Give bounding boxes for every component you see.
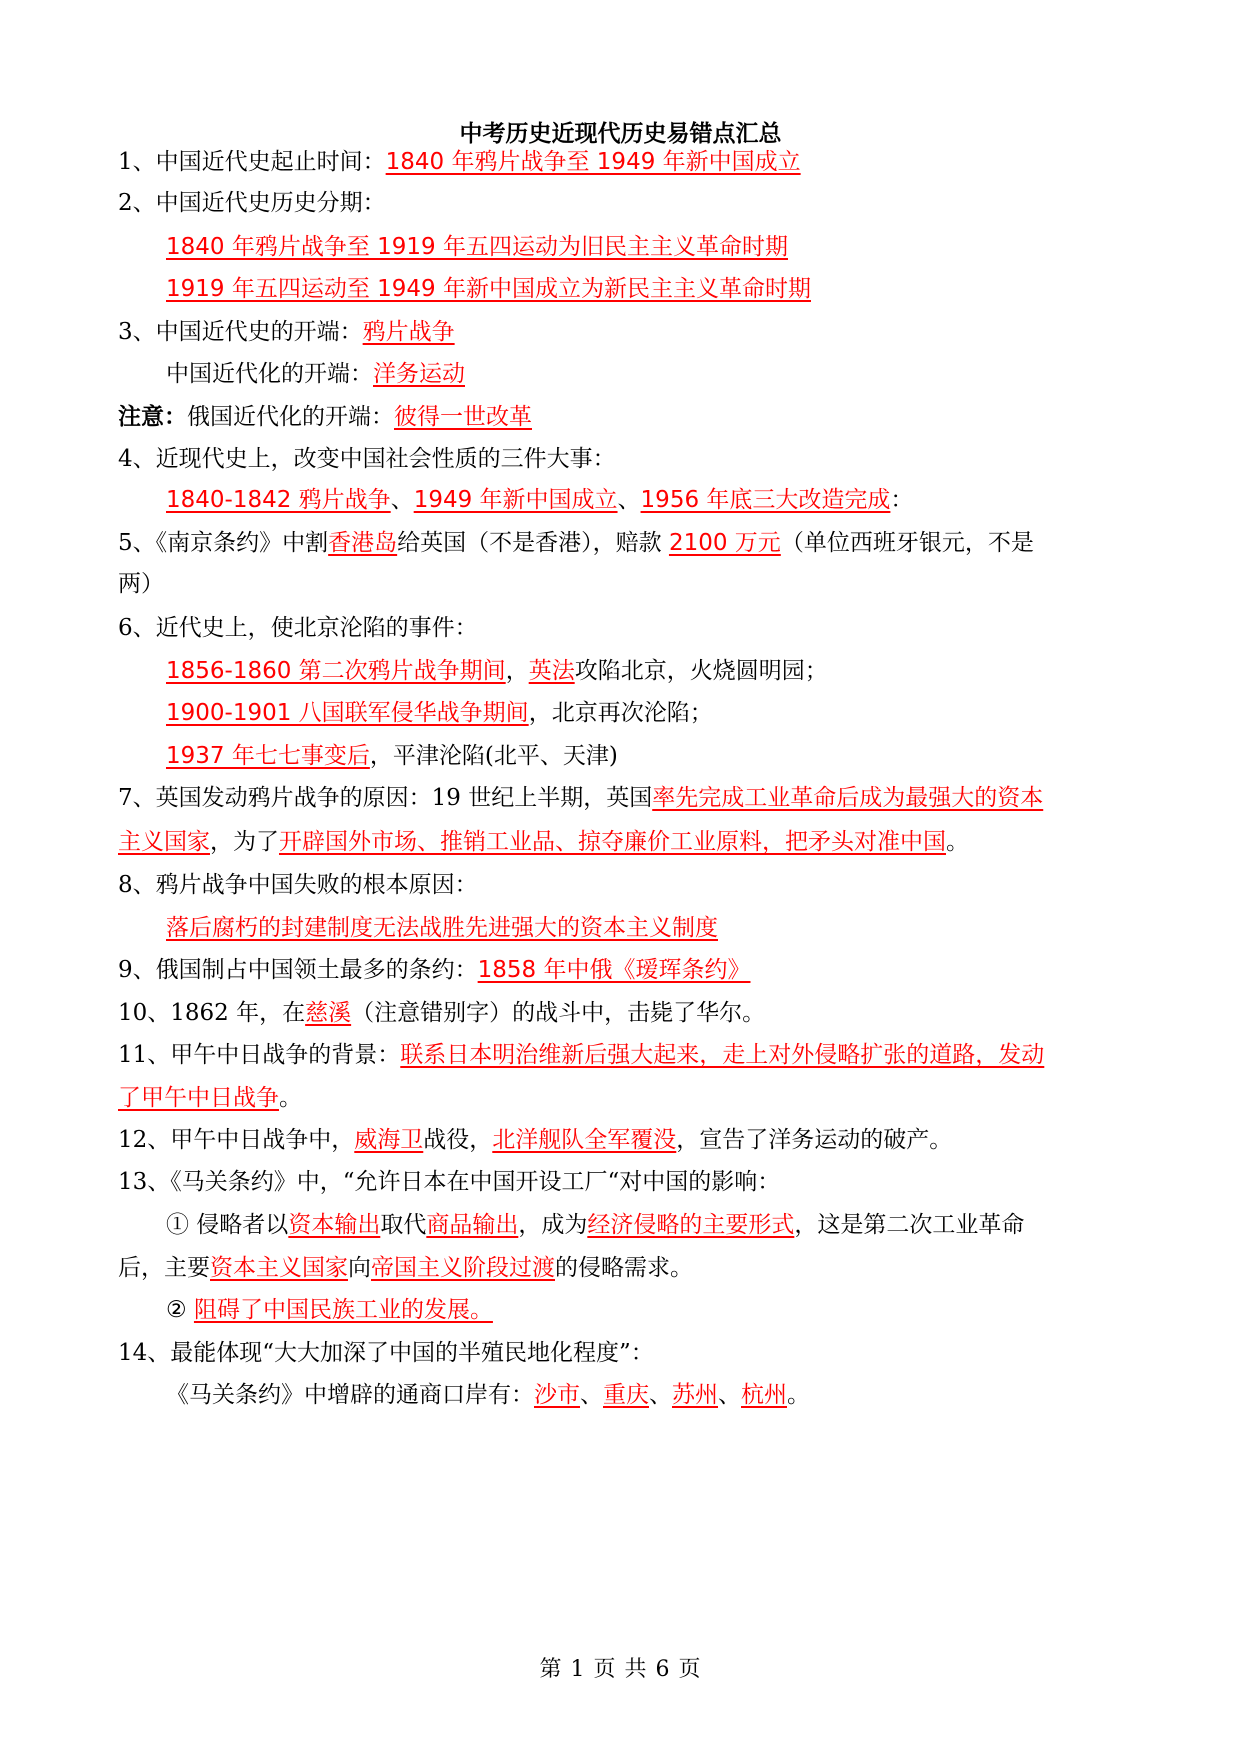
text-segment: 、: [390, 487, 414, 513]
highlighted-answer: 开辟国外市场、推销工业品、掠夺廉价工业原料，把矛头对准中国: [279, 829, 946, 855]
highlighted-answer: 1919 年五四运动至 1949 年新中国成立为新民主主义革命时期: [166, 276, 811, 302]
text-segment: 、: [580, 1382, 603, 1408]
text-segment: ，: [505, 658, 529, 684]
text-segment: ① 侵略者以: [166, 1212, 289, 1238]
highlighted-answer: 资本主义国家: [210, 1255, 348, 1281]
text-segment: 、: [649, 1382, 672, 1408]
highlighted-answer: 慈溪: [305, 1000, 352, 1026]
highlighted-answer: 落后腐朽的封建制度无法战胜先进强大的资本主义制度: [166, 915, 718, 941]
text-line: [166, 227, 1176, 267]
text-segment: 14、最能体现“大大加深了中国的半殖民地化程度”：: [118, 1340, 654, 1366]
highlighted-answer: 1840 年鸦片战争至 1919 年五四运动为旧民主主义革命时期: [166, 234, 788, 260]
text-segment: 后，主要: [118, 1255, 210, 1281]
text-line: [118, 523, 1128, 563]
highlighted-answer: 资本输出: [288, 1212, 381, 1238]
text-line: [118, 822, 1128, 862]
text-segment: ，北京再次沦陷；: [528, 700, 713, 726]
text-segment: 的侵略需求。: [555, 1255, 693, 1281]
highlighted-answer: 帝国主义阶段过渡: [371, 1255, 555, 1281]
text-segment: 给英国（不是香港），赔款: [397, 530, 669, 556]
text-segment: 向: [348, 1255, 371, 1281]
page-title: 中考历史近现代历史易错点汇总: [459, 121, 782, 147]
highlighted-answer: 苏州: [672, 1382, 718, 1408]
highlighted-answer: 重庆: [603, 1382, 649, 1408]
text-line: [118, 778, 1128, 818]
text-segment: 12、甲午中日战争中，: [118, 1127, 355, 1153]
text-line: [166, 480, 1176, 520]
highlighted-answer: 威海卫: [354, 1127, 424, 1153]
text-line: [118, 1162, 1128, 1202]
text-line: [118, 1078, 1128, 1118]
text-segment: 8、鸦片战争中国失败的根本原因：: [118, 872, 478, 898]
text-segment: （注意错别字）的战斗中，击毙了华尔。: [351, 1000, 766, 1026]
text-line: [118, 993, 1128, 1033]
text-segment: 5、《南京条约》中割: [118, 530, 329, 556]
text-segment: 中国近代化的开端：: [166, 361, 373, 387]
highlighted-answer: 1840-1842 鸦片战争: [166, 487, 391, 513]
highlighted-answer: 商品输出: [426, 1212, 519, 1238]
text-segment: 两）: [118, 571, 164, 597]
text-segment: 7、英国发动鸦片战争的原因：19 世纪上半期，英国: [118, 785, 653, 811]
text-segment: 。: [279, 1085, 302, 1111]
text-segment: ，这是第二次工业革命: [794, 1212, 1025, 1238]
text-line: [166, 908, 1176, 948]
text-line: [166, 354, 1176, 394]
text-line: [118, 865, 1128, 905]
text-segment: （单位西班牙银元，不是: [780, 530, 1034, 556]
text-line: [118, 183, 1128, 223]
text-line: [166, 1375, 1176, 1415]
text-segment: 取代: [380, 1212, 427, 1238]
text-segment: 《马关条约》中增辟的通商口岸有：: [166, 1382, 534, 1408]
text-segment: ，为了: [210, 829, 279, 855]
highlighted-answer: 1949 年新中国成立: [413, 487, 618, 513]
text-segment: ，宣告了洋务运动的破产。: [676, 1127, 953, 1153]
page-footer: 第 1 页 共 6 页: [539, 1657, 702, 1682]
text-line: [118, 1035, 1128, 1075]
highlighted-answer: 杭州: [741, 1382, 787, 1408]
text-line: [166, 1205, 1176, 1245]
text-segment: 1、中国近代史起止时间：: [118, 149, 386, 175]
highlighted-answer: 洋务运动: [373, 361, 465, 387]
highlighted-answer: 沙市: [534, 1382, 580, 1408]
text-segment: 。: [946, 829, 969, 855]
text-line: [118, 1120, 1128, 1160]
text-line: [118, 1333, 1128, 1373]
highlighted-answer: 香港岛: [328, 530, 398, 556]
highlighted-answer: 经济侵略的主要形式: [587, 1212, 795, 1238]
highlighted-answer: 1858 年中俄《瑷珲条约》: [477, 957, 751, 983]
highlighted-answer: 北洋舰队全军覆没: [492, 1127, 677, 1153]
text-segment: ②: [166, 1297, 194, 1323]
highlighted-answer: 阻碍了中国民族工业的发展。: [193, 1297, 493, 1323]
highlighted-answer: 1937 年七七事变后: [166, 743, 370, 769]
text-segment: 2、中国近代史历史分期：: [118, 190, 386, 216]
text-segment: 、: [718, 1382, 741, 1408]
text-line: [118, 312, 1128, 352]
text-segment: 10、1862 年，在: [118, 1000, 306, 1026]
highlighted-answer: 1840 年鸦片战争至 1949 年新中国成立: [385, 149, 801, 175]
text-segment: 6、近代史上，使北京沦陷的事件：: [118, 615, 478, 641]
text-line: [118, 397, 1128, 437]
highlighted-answer: 联系日本明治维新后强大起来，走上对外侵略扩张的道路，发动: [400, 1042, 1045, 1068]
highlighted-answer: 主义国家: [118, 829, 210, 855]
text-line: [118, 564, 1128, 604]
text-segment: 、: [617, 487, 641, 513]
highlighted-answer: 率先完成工业革命后成为最强大的资本: [652, 785, 1044, 811]
text-line: [166, 1290, 1176, 1330]
text-line: [118, 1248, 1128, 1288]
text-segment: 11、甲午中日战争的背景：: [118, 1042, 401, 1068]
text-segment: ，平津沦陷(北平、天津): [369, 743, 618, 769]
text-segment: 战役，: [423, 1127, 493, 1153]
text-segment: 3、中国近代史的开端：: [118, 319, 363, 345]
text-line: [166, 736, 1176, 776]
text-line: [166, 693, 1176, 733]
text-line: [118, 142, 1128, 182]
highlighted-answer: 2100 万元: [668, 530, 781, 556]
highlighted-answer: 1856-1860 第二次鸦片战争期间: [166, 658, 506, 684]
text-segment: 9、俄国制占中国领土最多的条约：: [118, 957, 478, 983]
highlighted-answer: 英法: [528, 658, 575, 684]
text-line: [118, 439, 1128, 479]
text-line: [166, 269, 1176, 309]
text-line: [118, 608, 1128, 648]
text-segment: 。: [787, 1382, 810, 1408]
text-line: [118, 950, 1128, 990]
highlighted-answer: 1900-1901 八国联军侵华战争期间: [166, 700, 529, 726]
text-segment: ：: [890, 487, 914, 513]
text-segment: 13、《马关条约》中，“允许日本在中国开设工厂“对中国的影响：: [118, 1169, 781, 1195]
highlighted-answer: 彼得一世改革: [394, 404, 532, 430]
text-segment: 俄国近代化的开端：: [187, 404, 394, 430]
text-segment: 攻陷北京，火烧圆明园；: [574, 658, 828, 684]
highlighted-answer: 了甲午中日战争: [118, 1085, 279, 1111]
text-segment: 4、近现代史上，改变中国社会性质的三件大事：: [118, 446, 616, 472]
highlighted-answer: 鸦片战争: [362, 319, 455, 345]
highlighted-answer: 1956 年底三大改造完成: [640, 487, 891, 513]
text-line: [166, 651, 1176, 691]
bold-label: 注意：: [118, 404, 187, 430]
text-segment: ，成为: [518, 1212, 588, 1238]
